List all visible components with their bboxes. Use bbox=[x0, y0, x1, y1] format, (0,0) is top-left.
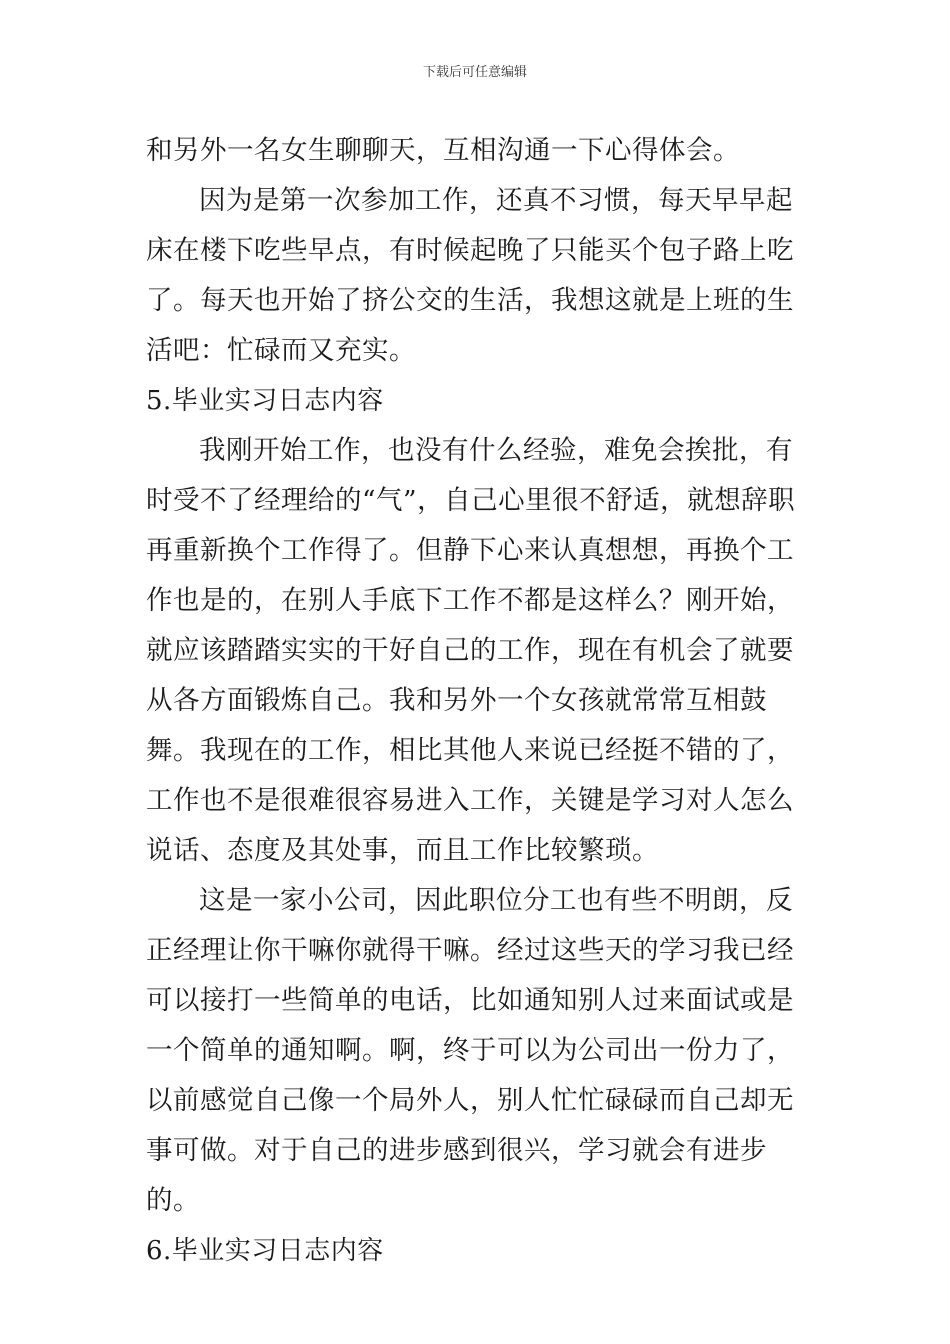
page-header: 下载后可任意编辑 bbox=[422, 65, 527, 80]
paragraph-continuation: 和另外一名女生聊聊天，互相沟通一下心得体会。 bbox=[146, 135, 740, 166]
paragraph-small-company: 这是一家小公司，因此职位分工也有些不明朗，反正经理让你干嘛你就得干嘛。经过这些天的学习我已经可以接打一些简单的电话，比如通知别人过来面试或是一个简单的通知啊。啊，终于可以为公司出一份力了，以前感觉自己像一个局外人，别人忙忙碌碌而自己却无事可做。对于自己的进步感到很兴，学习就会有进步的。 bbox=[146, 885, 794, 1216]
section-heading-6: 6.毕业实习日志内容 bbox=[146, 1236, 384, 1266]
paragraph-first-job: 因为是第一次参加工作，还真不习惯，每天早早起床在楼下吃些早点，有时候起晚了只能买个包子路上吃了。每天也开始了挤公交的生活，我想这就是上班的生活吧：忙碌而又充实。 bbox=[146, 185, 794, 366]
paragraph-starting-work: 我刚开始工作，也没有什么经验，难免会挨批，有时受不了经理给的“气”，自己心里很不舒适，就想辞职再重新换个工作得了。但静下心来认真想想，再换个工作也是的，在别人手底下工作不都是这样么？刚开始，就应该踏踏实实的干好自己的工作，现在有机会了就要从各方面锻炼自己。我和另外一个女孩就常常互相鼓舞。我现在的工作，相比其他人来说已经挺不错的了，工作也不是很难很容易进入工作，关键是学习对人怎么说话、态度及其处事，而且工作比较繁琐。 bbox=[146, 435, 796, 866]
section-heading-5: 5.毕业实习日志内容 bbox=[146, 386, 384, 416]
document-body bbox=[146, 126, 810, 1276]
